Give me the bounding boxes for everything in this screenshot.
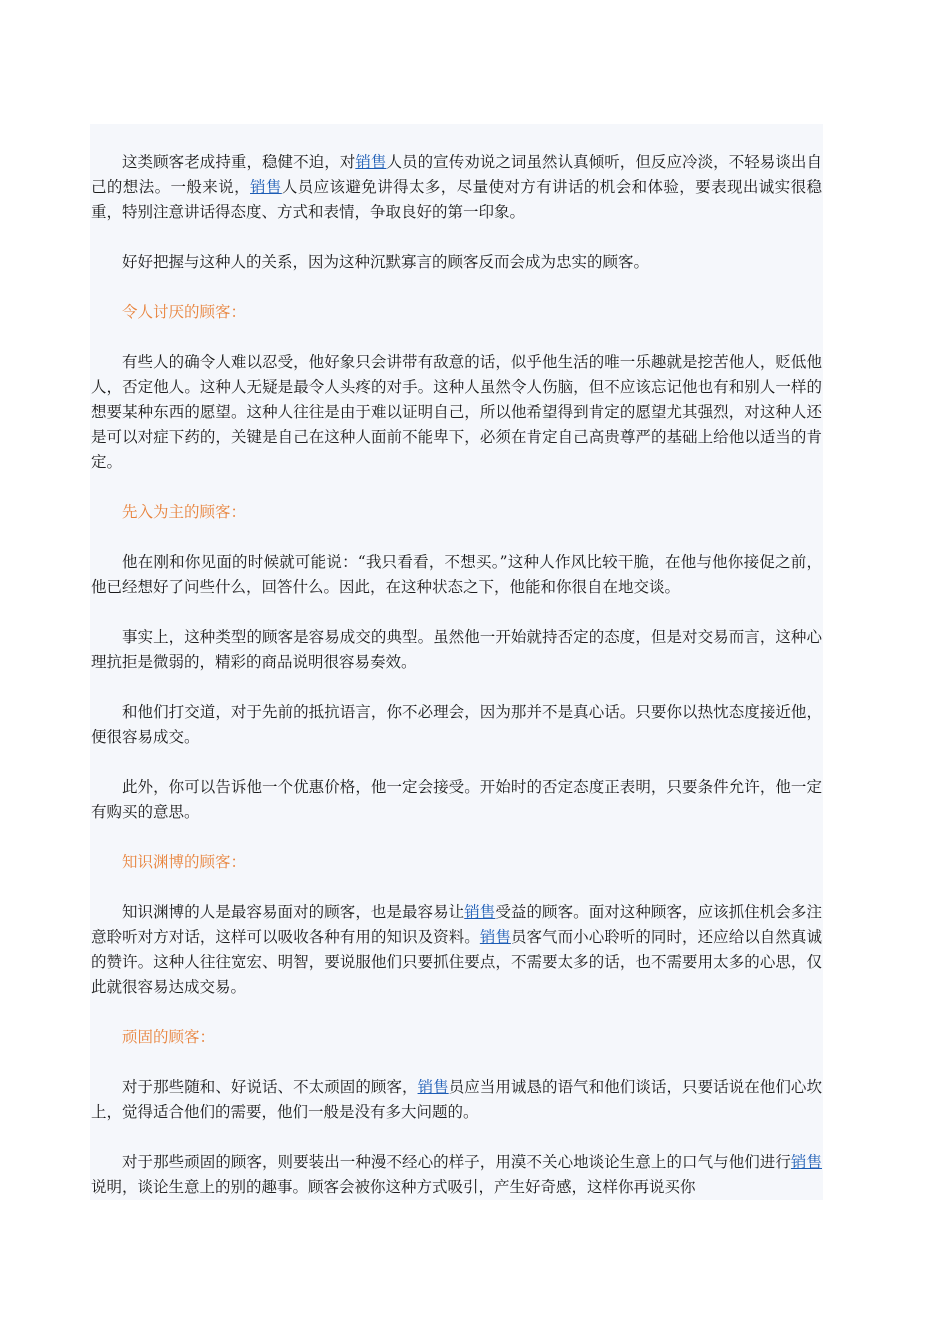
paragraph-preconceived-1: 他在刚和你见面的时候就可能说：“我只看看，不想买。”这种人作风比较干脆，在他与他你接促之前，他已经想好了问些什么，回答什么。因此，在这种状态之下，他能和你很自在地交谈。: [91, 553, 822, 596]
paragraph-preconceived-3: 和他们打交道，对于先前的抵抗语言，你不必理会，因为那并不是真心话。只要你以热忱态度接近他，便很容易成交。: [91, 703, 822, 746]
paragraph-preconceived-4: 此外，你可以告诉他一个优惠价格，他一定会接受。开始时的否定态度正表明，只要条件允许，他一定有购买的意思。: [91, 778, 822, 821]
heading-stubborn-customer: 顽固的顾客：: [122, 1028, 216, 1046]
paragraph-reserved-customer: [91, 150, 822, 225]
paragraph-knowledgeable-customer: [91, 900, 822, 1000]
sales-link[interactable]: 销售: [250, 178, 282, 196]
heading-knowledgeable-customer: 知识渊博的顾客：: [122, 853, 247, 871]
sales-link[interactable]: 销售: [479, 928, 511, 946]
paragraph-preconceived-2: 事实上，这种类型的顾客是容易成交的典型。虽然他一开始就持否定的态度，但是对交易而言，这种心理抗拒是微弱的，精彩的商品说明很容易奏效。: [91, 628, 822, 671]
paragraph-loyal-customer: 好好把握与这种人的关系，因为这种沉默寡言的顾客反而会成为忠实的顾客。: [122, 253, 650, 271]
text-segment: 员应当用诚恳的语气和他们谈话，只要话说在他们心坎上，觉得适合他们的需要，他们一般是没有多大问题的。: [91, 1078, 822, 1121]
document-body: [90, 124, 823, 1200]
text-segment: 对于那些随和、好说话、不太顽固的顾客，: [122, 1078, 418, 1096]
paragraph-stubborn-2: [91, 1150, 822, 1200]
text-segment: 受益的顾客。面对这种顾客，应该抓住机会多注意聆听对方对话，这样可以吸收各种有用的知识及资料。: [91, 903, 822, 946]
paragraph-annoying-customer: 有些人的确令人难以忍受，他好象只会讲带有敌意的话，似乎他生活的唯一乐趣就是挖苦他人，贬低他人，否定他人。这种人无疑是最令人头疼的对手。这种人虽然令人伤脑，但不应该忘记他也有和别人一样的想要某种东西的愿望。这种人往往是由于难以证明自己，所以他希望得到肯定的愿望尤其强烈，对这种人还是可以对症下药的，关键是自己在这种人面前不能卑下，必须在肯定自己高贵尊严的基础上给他以适当的肯定。: [91, 353, 822, 471]
text-segment: 这类顾客老成持重，稳健不迫，对: [122, 153, 356, 171]
text-segment: 知识渊博的人是最容易面对的顾客，也是最容易让: [122, 903, 465, 921]
text-segment: 对于那些顽固的顾客，则要装出一种漫不经心的样子，用漠不关心地谈论生意上的口气与他们进行: [122, 1153, 791, 1171]
sales-link[interactable]: 销售: [464, 903, 496, 921]
heading-preconceived-customer: 先入为主的顾客：: [122, 503, 247, 521]
text-segment: 说明，谈论生意上的别的趣事。顾客会被你这种方式吸引，产生好奇感，这样你再说买你: [91, 1178, 696, 1196]
sales-link[interactable]: 销售: [355, 153, 387, 171]
paragraph-stubborn-1: [91, 1075, 822, 1125]
sales-link[interactable]: 销售: [417, 1078, 449, 1096]
sales-link[interactable]: 销售: [790, 1153, 822, 1171]
text-segment: 人员的宣传劝说之词虽然认真倾听，但反应冷淡，不轻易谈出自己的想法。一般来说，: [91, 153, 822, 196]
text-segment: 员客气而小心聆听的同时，还应给以自然真诚的赞许。这种人往往宽宏、明智，要说服他们只要抓住要点，不需要太多的话，也不需要用太多的心思，仅此就很容易达成交易。: [91, 928, 822, 996]
heading-annoying-customer: 令人讨厌的顾客：: [122, 303, 247, 321]
text-segment: 人员应该避免讲得太多，尽量使对方有讲话的机会和体验，要表现出诚实很稳重，特别注意讲话得态度、方式和表情，争取良好的第一印象。: [91, 178, 822, 221]
